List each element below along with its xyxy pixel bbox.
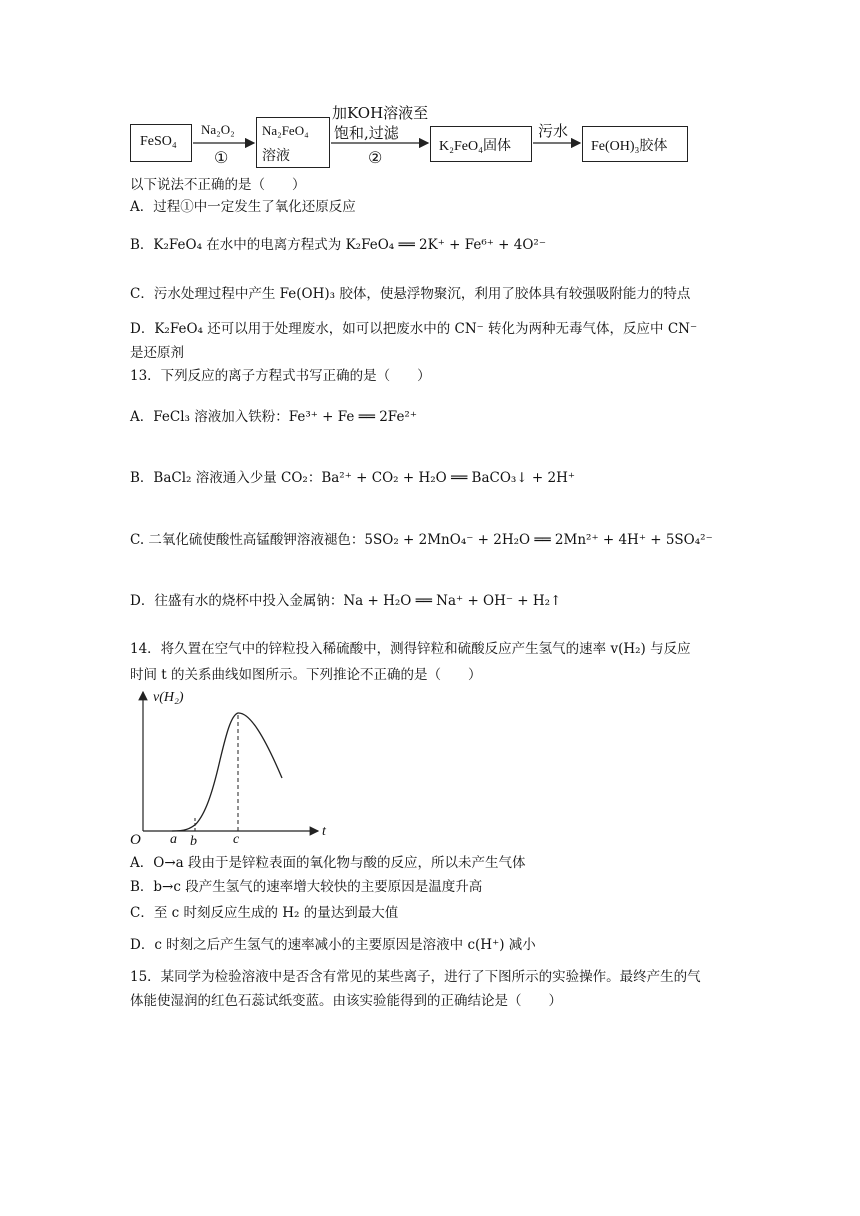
flow-arrow2-step: ② (368, 148, 383, 167)
flow-box-feso4-label: FeSO₄ (140, 134, 177, 149)
q14-option-b: B．b→c 段产生氢气的速率增大较快的主要原因是温度升高 (130, 879, 483, 895)
flow-box-na2feo4-line1: Na₂FeO₄ (262, 123, 309, 138)
q12-option-b: B．K₂FeO₄ 在水中的电离方程式为 K₂FeO₄ ══ 2K⁺ + Fe⁶⁺ + 4O²⁻ (130, 237, 546, 253)
q13-option-a: A．FeCl₃ 溶液加入铁粉：Fe³⁺ + Fe ══ 2Fe²⁺ (130, 409, 417, 425)
q15-stem-line1: 15．某同学为检验溶液中是否含有常见的某些离子，进行了下图所示的实验操作。最终产生的气 (130, 969, 701, 985)
flow-box-na2feo4-line2: 溶液 (262, 148, 290, 164)
q14-option-c: C．至 c 时刻反应生成的 H₂ 的量达到最大值 (130, 905, 399, 921)
q12-option-c: C．污水处理过程中产生 Fe(OH)₃ 胶体，使悬浮物聚沉，利用了胶体具有较强吸附能力的特点 (130, 286, 691, 302)
flow-arrow3-reagent: 污水 (538, 122, 569, 140)
graph-origin-label: O (130, 832, 141, 848)
graph-rate-curve (172, 713, 282, 831)
q12-option-d-line1: D．K₂FeO₄ 还可以用于处理废水，如可以把废水中的 CN⁻ 转化为两种无毒气体，反应中 CN⁻ (130, 321, 698, 337)
q12-stem: 以下说法不正确的是（ ） (130, 177, 306, 193)
graph-b-label: b (190, 834, 197, 849)
q14-option-d: D．c 时刻之后产生氢气的速率减小的主要原因是溶液中 c(H⁺) 减小 (130, 937, 536, 953)
q12-option-a: A．过程①中一定发生了氧化还原反应 (130, 199, 356, 215)
graph-c-label: c (233, 832, 240, 847)
flow-arrow2-reagent-line1: 加KOH溶液至 (332, 104, 429, 122)
q14-stem-line2: 时间 t 的关系曲线如图所示。下列推论不正确的是（ ） (130, 667, 482, 683)
q13-option-b: B．BaCl₂ 溶液通入少量 CO₂：Ba²⁺ + CO₂ + H₂O ══ BaCO₃↓ + 2H⁺ (130, 470, 576, 486)
flow-arrows (0, 0, 860, 200)
q14-stem-line1: 14．将久置在空气中的锌粒投入稀硫酸中，测得锌粒和硫酸反应产生氢气的速率 v(H₂) 与反应 (130, 641, 691, 657)
graph-x-label: t (322, 824, 326, 839)
flow-box-k2feo4-label: K₂FeO₄固体 (439, 139, 511, 154)
flow-arrow1-step: ① (214, 148, 229, 167)
flow-arrow1-reagent: Na₂O₂ (201, 122, 235, 137)
q14-option-a: A．O→a 段由于是锌粒表面的氧化物与酸的反应，所以未产生气体 (130, 855, 526, 871)
flow-arrow2-reagent-line2: 饱和,过滤 (334, 124, 399, 142)
q13-option-d: D．往盛有水的烧杯中投入金属钠：Na + H₂O ══ Na⁺ + OH⁻ + H₂↑ (130, 593, 562, 609)
q12-option-d-line2: 是还原剂 (130, 345, 184, 361)
q13-option-c: C. 二氧化硫使酸性高锰酸钾溶液褪色：5SO₂ + 2MnO₄⁻ + 2H₂O ══ 2Mn²⁺ + 4H⁺ + 5SO₄²⁻ (130, 532, 713, 548)
graph-y-label: v(H₂) (153, 690, 184, 705)
graph-a-label: a (170, 832, 177, 847)
flow-box-feoh3-label: Fe(OH)₃胶体 (591, 139, 668, 154)
q13-stem: 13．下列反应的离子方程式书写正确的是（ ） (130, 368, 431, 384)
q15-stem-line2: 体能使湿润的红色石蕊试纸变蓝。由该实验能得到的正确结论是（ ） (130, 993, 562, 1009)
